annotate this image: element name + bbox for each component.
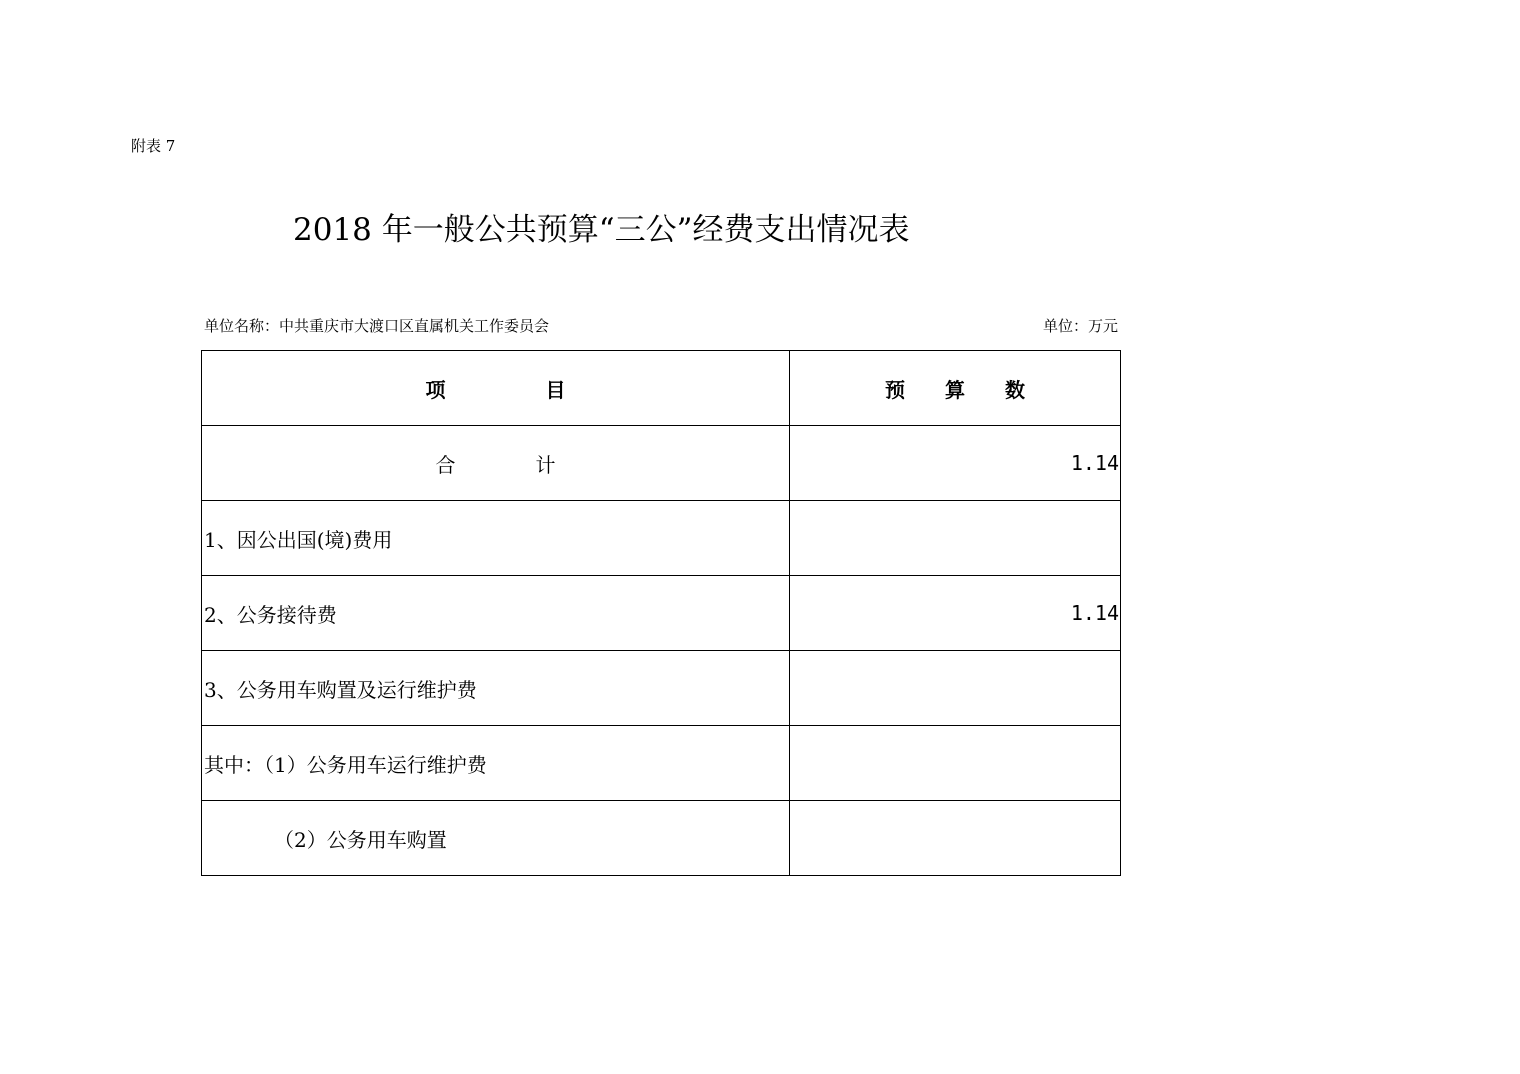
header-item: 项 目	[202, 351, 790, 426]
row-item-vehicle-maintenance: 其中：（1）公务用车运行维护费	[202, 726, 790, 801]
unit-currency: 单位：万元	[1042, 317, 1118, 335]
row-value-vehicle-maintenance	[790, 726, 1121, 801]
row-item-total: 合 计	[202, 426, 790, 501]
row-item-overseas: 1、因公出国(境)费用	[202, 501, 790, 576]
table-row-reception	[202, 576, 1121, 651]
row-value-total: 1.14	[790, 426, 1121, 501]
table-row-vehicle-maintenance	[202, 726, 1121, 801]
row-item-vehicle: 3、公务用车购置及运行维护费	[202, 651, 790, 726]
annex-label: 附表 7	[131, 137, 176, 155]
row-value-vehicle-purchase	[790, 801, 1121, 876]
row-value-vehicle	[790, 651, 1121, 726]
table-row-overseas	[202, 501, 1121, 576]
budget-table	[201, 350, 1121, 876]
table-header-row	[202, 351, 1121, 426]
unit-name: 单位名称：中共重庆市大渡口区直属机关工作委员会	[204, 317, 550, 335]
document-title: 2018 年一般公共预算“三公”经费支出情况表	[293, 212, 910, 248]
row-item-vehicle-purchase: （2）公务用车购置	[202, 801, 790, 876]
table-row-vehicle-purchase	[202, 801, 1121, 876]
table-row-total	[202, 426, 1121, 501]
header-budget: 预 算 数	[790, 351, 1121, 426]
row-item-reception: 2、公务接待费	[202, 576, 790, 651]
row-value-reception: 1.14	[790, 576, 1121, 651]
row-value-overseas	[790, 501, 1121, 576]
table-row-vehicle	[202, 651, 1121, 726]
